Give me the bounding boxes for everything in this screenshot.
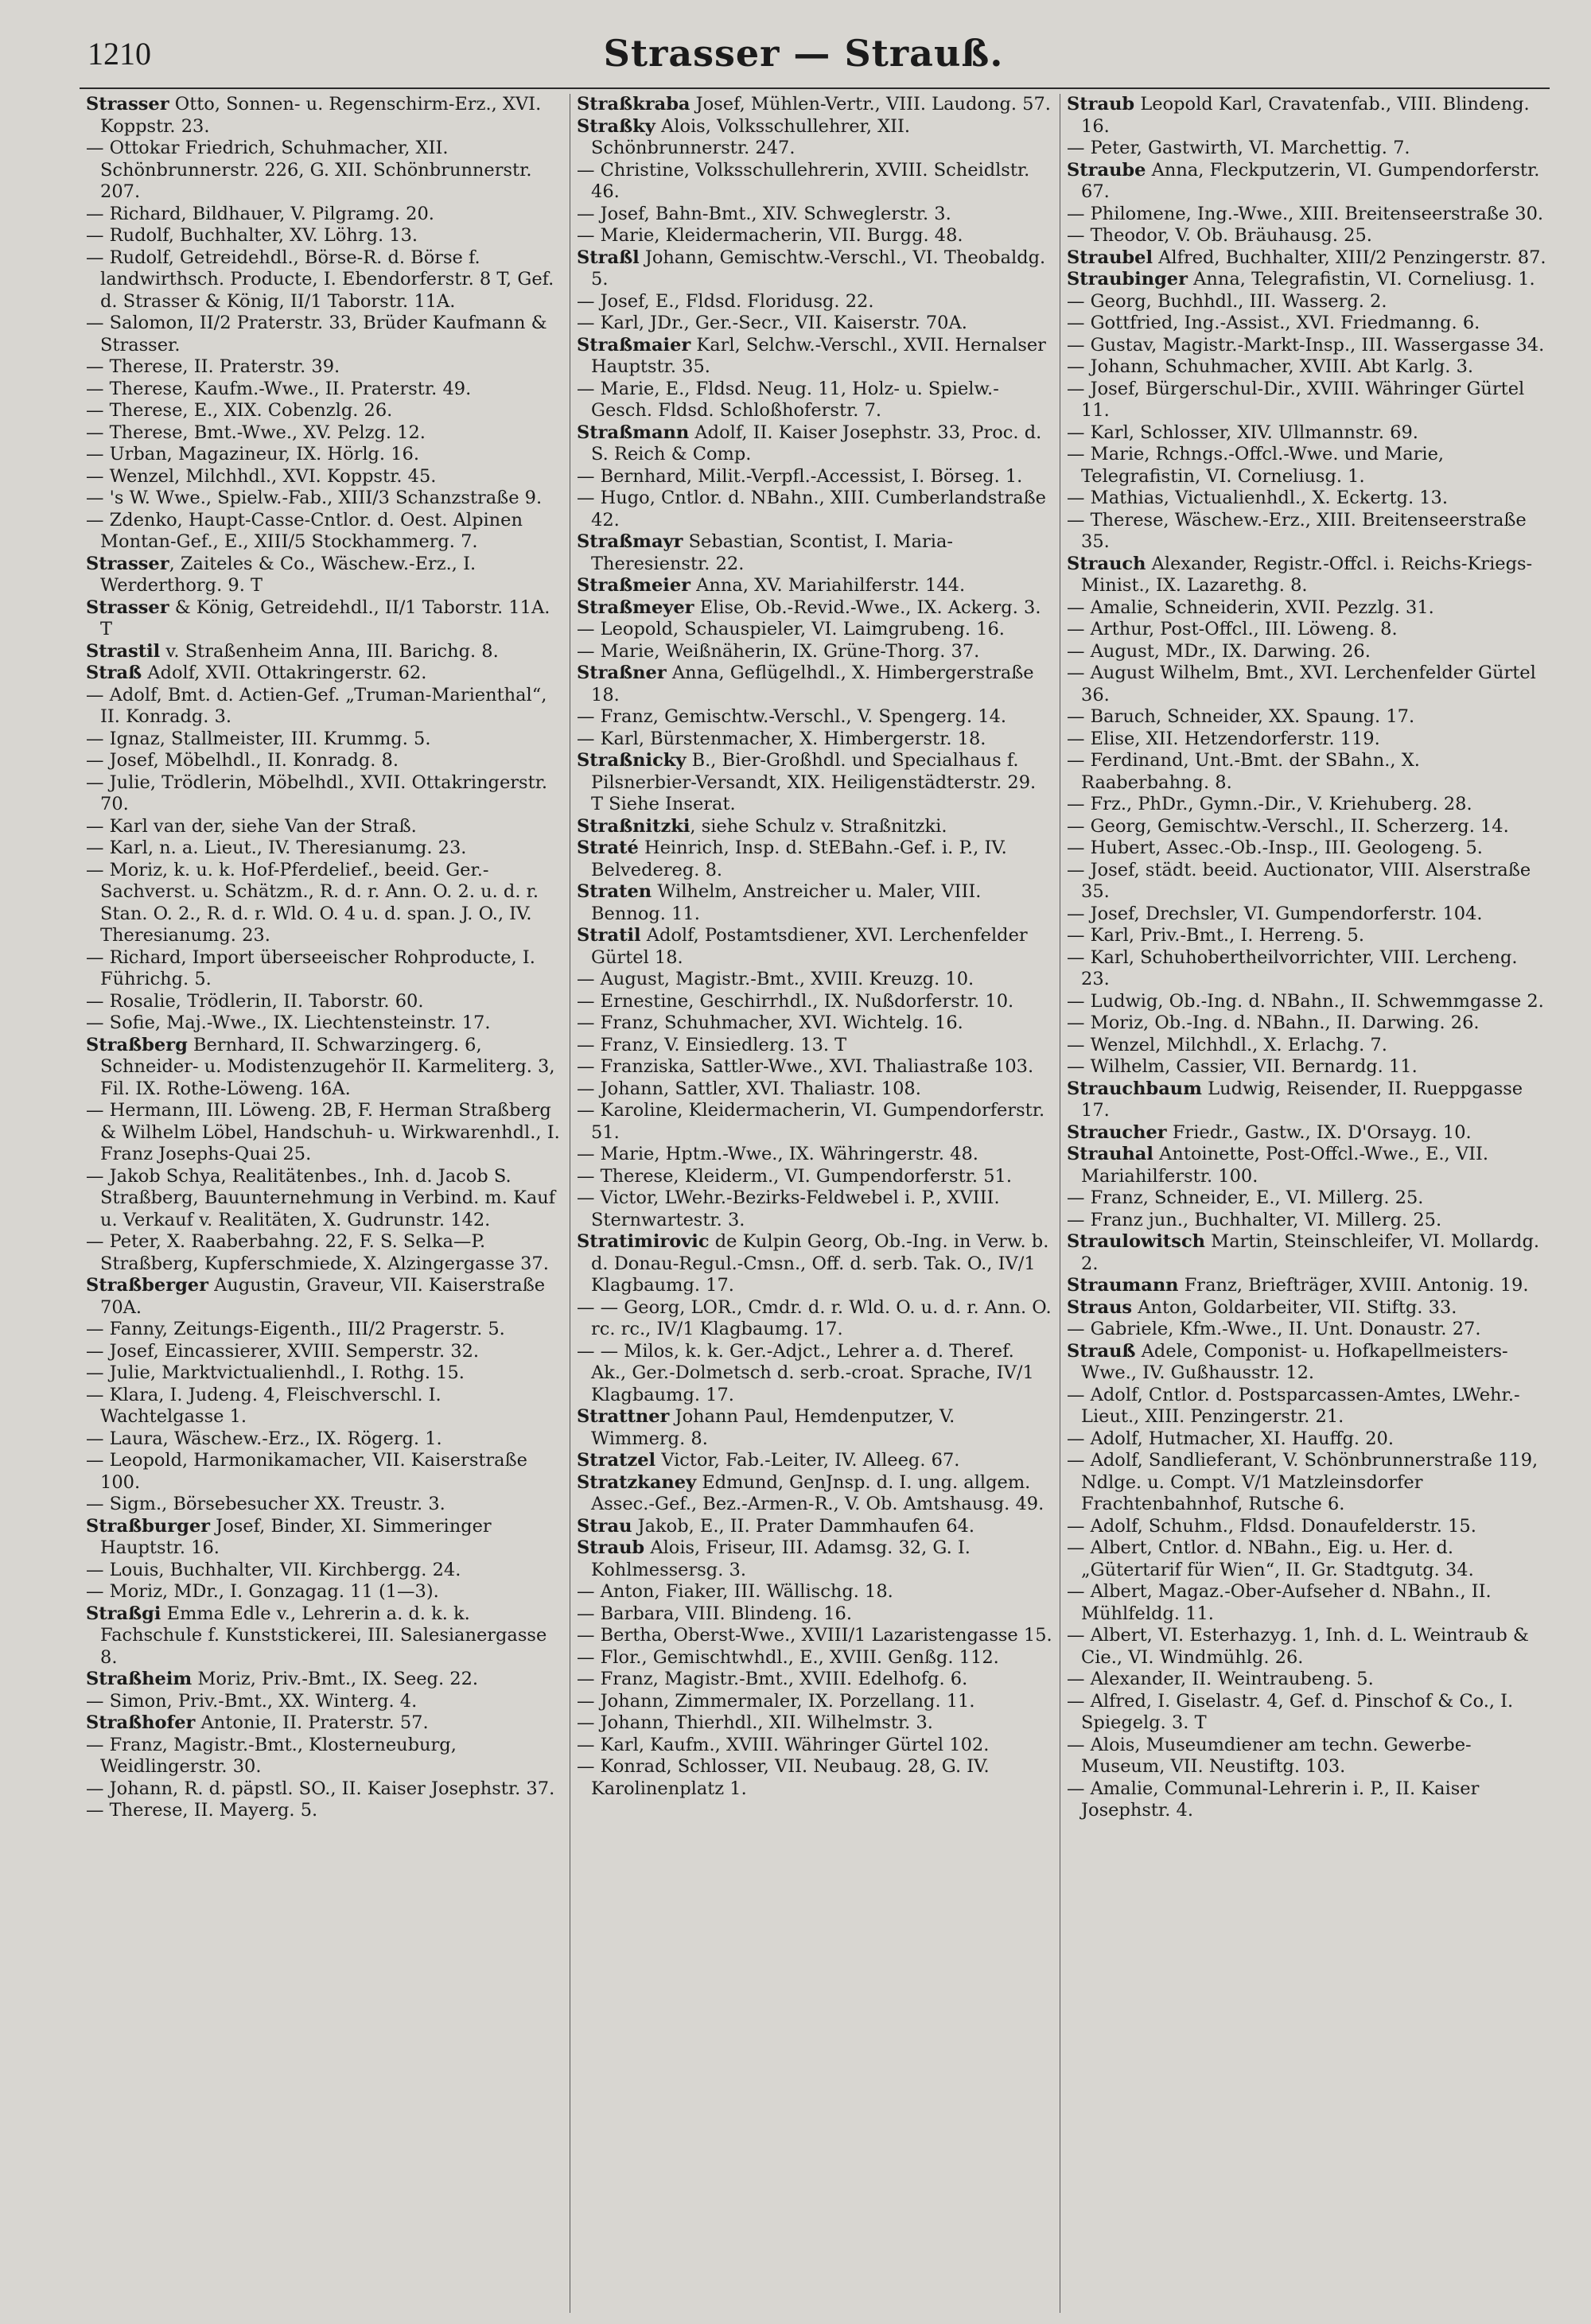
directory-entry: — Therese, II. Praterstr. 39. <box>86 356 340 377</box>
directory-entry: — Adolf, Schuhm., Fldsd. Donaufelderstr. 15. <box>1067 1515 1476 1537</box>
directory-entry: — Marie, Kleidermacherin, VII. Burgg. 48. <box>577 225 963 246</box>
directory-entry: Straßnitzki, siehe Schulz v. Straßnitzki. <box>577 815 947 837</box>
directory-entry: — Johann, Zimmermaler, IX. Porzellang. 11. <box>577 1690 975 1712</box>
directory-entry: — Moriz, k. u. k. Hof-Pferdelief., beeid. Ger.-Sachverst. u. Schätzm., R. d. r. Ann. O. 2. u. d. r. Stan. O. 2., R. d. r. Wld. O. 4 u. d. span. J. O., IV. Theresianumg. 23. <box>86 859 539 946</box>
directory-entry: — Karl, Schlosser, XIV. Ullmannstr. 69. <box>1067 422 1418 443</box>
directory-entry: Straub Alois, Friseur, III. Adamsg. 32, G. I. Kohlmessersg. 3. <box>577 1537 971 1580</box>
directory-entry: Straßl Johann, Gemischtw.-Verschl., VI. Theobaldg. 5. <box>577 247 1046 290</box>
directory-entry: — Mathias, Victualienhdl., X. Eckertg. 13. <box>1067 488 1449 508</box>
directory-entry: — Marie, Rchngs.-Offcl.-Wwe. und Marie, Telegrafistin, VI. Corneliusg. 1. <box>1067 444 1445 487</box>
directory-entry: — Karl, n. a. Lieut., IV. Theresianumg. 23. <box>86 837 467 858</box>
directory-entry: — Richard, Bildhauer, V. Pilgramg. 20. <box>86 203 434 224</box>
directory-entry: Stratzkaney Edmund, GenJnsp. d. I. ung. allgem. Assec.-Gef., Bez.-Armen-R., V. Ob. Amtshausg. 49. <box>577 1471 1044 1514</box>
directory-entry: — Therese, Wäschew.-Erz., XIII. Breitenseerstraße 35. <box>1067 509 1527 552</box>
directory-entry: — Amalie, Communal-Lehrerin i. P., II. Kaiser Josephstr. 4. <box>1067 1778 1480 1821</box>
directory-entry: — Marie, E., Fldsd. Neug. 11, Holz- u. Spielw.-Gesch. Fldsd. Schloßhoferstr. 7. <box>577 378 999 421</box>
directory-entry: — Therese, Kleiderm., VI. Gumpendorferstr. 51. <box>577 1165 1012 1187</box>
directory-entry: — Bertha, Oberst-Wwe., XVIII/1 Lazaristengasse 15. <box>577 1625 1052 1646</box>
directory-entry: — Moriz, Ob.-Ing. d. NBahn., II. Darwing. 26. <box>1067 1012 1480 1033</box>
directory-entry: — Jakob Schya, Realitätenbes., Inh. d. Jacob S. Straßberg, Bauunternehmung in Verbind. m. Kauf u. Verkauf v. Realitäten, X. Gudrunstr. 142. <box>86 1165 556 1230</box>
directory-entry: Stratzel Victor, Fab.-Leiter, IV. Alleeg. 67. <box>577 1450 960 1471</box>
columns <box>80 94 1553 2313</box>
directory-entry: — Leopold, Schauspieler, VI. Laimgrubeng. 16. <box>577 619 1005 639</box>
directory-entry: — Arthur, Post-Offcl., III. Löweng. 8. <box>1067 619 1398 639</box>
directory-entry: — Sofie, Maj.-Wwe., IX. Liechtensteinstr. 17. <box>86 1012 491 1033</box>
directory-entry: — — Georg, LOR., Cmdr. d. r. Wld. O. u. d. r. Ann. O. rc. rc., IV/1 Klagbaumg. 17. <box>577 1296 1052 1339</box>
directory-entry: Straßheim Moriz, Priv.-Bmt., IX. Seeg. 22. <box>86 1669 479 1689</box>
directory-entry: — Josef, Drechsler, VI. Gumpendorferstr. 104. <box>1067 903 1483 924</box>
directory-entry: — Ludwig, Ob.-Ing. d. NBahn., II. Schwemmgasse 2. <box>1067 990 1544 1012</box>
directory-entry: — Elise, XII. Hetzendorferstr. 119. <box>1067 728 1380 749</box>
directory-entry: — Leopold, Harmonikamacher, VII. Kaiserstraße 100. <box>86 1450 527 1493</box>
directory-entry: — Frz., PhDr., Gymn.-Dir., V. Kriehuberg. 28. <box>1067 794 1472 814</box>
directory-entry: Strauhal Antoinette, Post-Offcl.-Wwe., E., VII. Mariahilferstr. 100. <box>1067 1144 1489 1187</box>
directory-entry: — Alois, Museumdiener am techn. Gewerbe-Museum, VII. Neustiftg. 103. <box>1067 1734 1472 1777</box>
directory-entry: Straucher Friedr., Gastw., IX. D'Orsayg. 10. <box>1067 1121 1472 1143</box>
directory-entry: — Zdenko, Haupt-Casse-Cntlor. d. Oest. Alpinen Montan-Gef., E., XIII/5 Stockhammerg. 7. <box>86 509 523 552</box>
directory-entry: — Albert, Magaz.-Ober-Aufseher d. NBahn., II. Mühlfeldg. 11. <box>1067 1581 1492 1624</box>
directory-entry: — Rudolf, Buchhalter, XV. Löhrg. 13. <box>86 225 418 246</box>
page-header <box>56 24 1551 73</box>
directory-entry: — Wilhelm, Cassier, VII. Bernardg. 11. <box>1067 1056 1418 1077</box>
directory-entry: Straßmayr Sebastian, Scontist, I. Maria-Theresienstr. 22. <box>577 531 953 574</box>
directory-entry: Straßberger Augustin, Graveur, VII. Kaiserstraße 70A. <box>86 1275 546 1318</box>
directory-entry: — Therese, E., XIX. Cobenzlg. 26. <box>86 400 393 421</box>
directory-entry: Strauch Alexander, Registr.-Offcl. i. Reichs-Kriegs-Minist., IX. Lazarethg. 8. <box>1067 553 1533 596</box>
directory-entry: — Franz jun., Buchhalter, VI. Millerg. 25. <box>1067 1209 1442 1230</box>
directory-entry: — Gustav, Magistr.-Markt-Insp., III. Wassergasse 34. <box>1067 334 1545 356</box>
directory-entry: — Karoline, Kleidermacherin, VI. Gumpendorferstr. 51. <box>577 1100 1045 1143</box>
directory-entry: — Franz, Magistr.-Bmt., XVIII. Edelhofg. 6. <box>577 1669 968 1689</box>
directory-entry: — August, MDr., IX. Darwing. 26. <box>1067 640 1371 662</box>
directory-entry: — Albert, VI. Esterhazyg. 1, Inh. d. L. Weintraub & Cie., VI. Windmühlg. 26. <box>1067 1625 1529 1668</box>
directory-entry: — Gottfried, Ing.-Assist., XVI. Friedmanng. 6. <box>1067 313 1480 333</box>
directory-entry: — Karl, JDr., Ger.-Secr., VII. Kaiserstr. 70A. <box>577 313 967 333</box>
directory-entry: Strasser, Zaiteles & Co., Wäschew.-Erz., I. Werderthorg. 9. T <box>86 553 477 596</box>
directory-entry: — Franz, V. Einsiedlerg. 13. T <box>577 1034 847 1055</box>
directory-entry: — Flor., Gemischtwhdl., E., XVIII. Genßg. 112. <box>577 1646 999 1668</box>
directory-entry: — Karl van der, siehe Van der Straß. <box>86 815 417 837</box>
directory-entry: — Adolf, Bmt. d. Actien-Gef. „Truman-Marienthal“, II. Konradg. 3. <box>86 684 547 727</box>
directory-entry: — Franz, Schneider, E., VI. Millerg. 25. <box>1067 1187 1424 1208</box>
column-right <box>1060 94 1553 2313</box>
directory-entry: Straubinger Anna, Telegrafistin, VI. Corneliusg. 1. <box>1067 269 1535 290</box>
column-middle <box>570 94 1060 2313</box>
directory-entry: — Barbara, VIII. Blindeng. 16. <box>577 1603 852 1624</box>
directory-entry: Straßgi Emma Edle v., Lehrerin a. d. k. k. Fachschule f. Kunststickerei, III. Salesianergasse 8. <box>86 1603 547 1668</box>
directory-entry: Straub Leopold Karl, Cravatenfab., VIII. Blindeng. 16. <box>1067 94 1530 137</box>
directory-entry: Straubel Alfred, Buchhalter, XIII/2 Penzingerstr. 87. <box>1067 247 1546 268</box>
directory-entry: Stratil Adolf, Postamtsdiener, XVI. Lerchenfelder Gürtel 18. <box>577 925 1028 968</box>
directory-entry: — Therese, II. Mayerg. 5. <box>86 1800 318 1821</box>
directory-entry: — Rosalie, Trödlerin, II. Taborstr. 60. <box>86 990 424 1012</box>
directory-entry: Straus Anton, Goldarbeiter, VII. Stiftg. 33. <box>1067 1296 1457 1318</box>
directory-entry: — Marie, Weißnäherin, IX. Grüne-Thorg. 37. <box>577 640 980 662</box>
directory-entry: — Johann, Thierhdl., XII. Wilhelmstr. 3. <box>577 1712 933 1733</box>
directory-entry: Straßmaier Karl, Selchw.-Verschl., XVII. Hernalser Hauptstr. 35. <box>577 334 1046 377</box>
page-number: 1210 <box>88 36 151 72</box>
directory-entry: — Victor, LWehr.-Bezirks-Feldwebel i. P., XVIII. Sternwartestr. 3. <box>577 1187 1000 1230</box>
directory-entry: — Josef, E., Fldsd. Floridusg. 22. <box>577 290 874 312</box>
directory-entry: Straßberg Bernhard, II. Schwarzingerg. 6, Schneider- u. Modistenzugehör II. Karmeliterg. 3, Fil. IX. Rothe-Löweng. 16A. <box>86 1034 555 1099</box>
directory-entry: — Georg, Buchhdl., III. Wasserg. 2. <box>1067 290 1387 312</box>
directory-entry: — Franz, Schuhmacher, XVI. Wichtelg. 16. <box>577 1012 963 1033</box>
directory-entry: — Klara, I. Judeng. 4, Fleischverschl. I. Wachtelgasse 1. <box>86 1384 442 1427</box>
directory-entry: Straßner Anna, Geflügelhdl., X. Himbergerstraße 18. <box>577 663 1034 705</box>
directory-entry: — Gabriele, Kfm.-Wwe., II. Unt. Donaustr. 27. <box>1067 1319 1481 1339</box>
directory-entry: Straßky Alois, Volksschullehrer, XII. Schönbrunnerstr. 247. <box>577 115 911 158</box>
directory-entry: — August Wilhelm, Bmt., XVI. Lerchenfelder Gürtel 36. <box>1067 663 1536 705</box>
directory-entry: — Ignaz, Stallmeister, III. Krummg. 5. <box>86 728 431 749</box>
directory-entry: Strasser & König, Getreidehdl., II/1 Taborstr. 11A. T <box>86 597 550 639</box>
directory-entry: — Josef, Bahn-Bmt., XIV. Schweglerstr. 3. <box>577 203 951 224</box>
directory-entry: — Adolf, Sandlieferant, V. Schönbrunnerstraße 119, Ndlge. u. Compt. V/1 Matzleinsdorfer Frachtenbahnhof, Rutsche 6. <box>1067 1450 1538 1514</box>
directory-entry: — Sigm., Börsebesucher XX. Treustr. 3. <box>86 1494 445 1514</box>
directory-entry: — Ferdinand, Unt.-Bmt. der SBahn., X. Raaberbahng. 8. <box>1067 750 1420 793</box>
directory-entry: — Alfred, I. Giselastr. 4, Gef. d. Pinschof & Co., I. Spiegelg. 3. T <box>1067 1690 1514 1733</box>
directory-entry: Straßburger Josef, Binder, XI. Simmeringer Hauptstr. 16. <box>86 1515 492 1558</box>
directory-entry: — Anton, Fiaker, III. Wällischg. 18. <box>577 1581 893 1602</box>
directory-entry: — Moriz, MDr., I. Gonzagag. 11 (1—3). <box>86 1581 439 1602</box>
directory-entry: — Adolf, Cntlor. d. Postsparcassen-Amtes, LWehr.-Lieut., XIII. Penzingerstr. 21. <box>1067 1384 1520 1427</box>
directory-entry: — Theodor, V. Ob. Bräuhausg. 25. <box>1067 225 1372 246</box>
directory-entry: — Therese, Kaufm.-Wwe., II. Praterstr. 49. <box>86 378 472 399</box>
directory-entry: — Josef, Eincassierer, XVIII. Semperstr. 32. <box>86 1340 480 1362</box>
directory-entry: — Ottokar Friedrich, Schuhmacher, XII. Schönbrunnerstr. 226, G. XII. Schönbrunnerstr. 207. <box>86 138 532 202</box>
header-rule <box>80 87 1550 89</box>
directory-entry: — Laura, Wäschew.-Erz., IX. Rögerg. 1. <box>86 1428 442 1449</box>
directory-entry: — Marie, Hptm.-Wwe., IX. Währingerstr. 48. <box>577 1144 978 1164</box>
directory-entry: Straß Adolf, XVII. Ottakringerstr. 62. <box>86 663 427 683</box>
directory-entry: — Julie, Trödlerin, Möbelhdl., XVII. Ottakringerstr. 70. <box>86 771 548 814</box>
directory-entry: — Wenzel, Milchhdl., XVI. Koppstr. 45. <box>86 465 437 487</box>
directory-entry: — Fanny, Zeitungs-Eigenth., III/2 Pragerstr. 5. <box>86 1319 505 1339</box>
directory-entry: — Hubert, Assec.-Ob.-Insp., III. Geologeng. 5. <box>1067 837 1483 858</box>
directory-entry: — Ernestine, Geschirrhdl., IX. Nußdorferstr. 10. <box>577 990 1014 1012</box>
directory-entry: Straßkraba Josef, Mühlen-Vertr., VIII. Laudong. 57. <box>577 94 1051 115</box>
directory-entry: Straulowitsch Martin, Steinschleifer, VI. Mollardg. 2. <box>1067 1231 1540 1274</box>
directory-entry: — Johann, Schuhmacher, XVIII. Abt Karlg. 3. <box>1067 356 1474 377</box>
directory-entry: — Karl, Bürstenmacher, X. Himbergerstr. 18. <box>577 728 986 749</box>
directory-entry: — Josef, städt. beeid. Auctionator, VIII. Alserstraße 35. <box>1067 859 1531 902</box>
directory-entry: — Johann, R. d. päpstl. SO., II. Kaiser Josephstr. 37. <box>86 1778 555 1799</box>
directory-entry: Strauß Adele, Componist- u. Hofkapellmeisters-Wwe., IV. Gußhausstr. 12. <box>1067 1340 1508 1383</box>
directory-entry: — Rudolf, Getreidehdl., Börse-R. d. Börse f. landwirthsch. Producte, I. Ebendorferstr. 8 T, Gef. d. Strasser & König, II/1 Taborstr. 11A. <box>86 247 554 312</box>
directory-entry: — 's W. Wwe., Spielw.-Fab., XIII/3 Schanzstraße 9. <box>86 488 543 508</box>
directory-entry: — Alexander, II. Weintraubeng. 5. <box>1067 1669 1374 1689</box>
directory-entry: — Albert, Cntlor. d. NBahn., Eig. u. Her. d. „Gütertarif für Wien“, II. Gr. Stadtgutg. 34. <box>1067 1537 1474 1580</box>
directory-entry: — Urban, Magazineur, IX. Hörlg. 16. <box>86 444 420 464</box>
directory-entry: — Therese, Bmt.-Wwe., XV. Pelzg. 12. <box>86 422 426 443</box>
directory-entry: — Richard, Import überseeischer Rohproducte, I. Führichg. 5. <box>86 946 535 989</box>
directory-entry: — — Milos, k. k. Ger.-Adjct., Lehrer a. d. Theref. Ak., Ger.-Dolmetsch d. serb.-croat. Sprache, IV/1 Klagbaumg. 17. <box>577 1340 1034 1405</box>
directory-entry: — Hermann, III. Löweng. 2B, F. Herman Straßberg & Wilhelm Löbel, Handschuh- u. Wirkwarenhdl., I. Franz Josephs-Quai 25. <box>86 1100 560 1164</box>
directory-entry: — Julie, Marktvictualienhdl., I. Rothg. 15. <box>86 1362 465 1383</box>
page-title: Strasser — Strauß. <box>603 32 1004 75</box>
directory-entry: Straube Anna, Fleckputzerin, VI. Gumpendorferstr. 67. <box>1067 159 1540 202</box>
directory-entry: — Karl, Schuhobertheilvorrichter, VIII. Lercheng. 23. <box>1067 946 1518 989</box>
directory-entry: — Hugo, Cntlor. d. NBahn., XIII. Cumberlandstraße 42. <box>577 488 1046 530</box>
directory-entry: — Christine, Volksschullehrerin, XVIII. Scheidlstr. 46. <box>577 159 1030 202</box>
directory-entry: Straßmann Adolf, II. Kaiser Josephstr. 33, Proc. d. S. Reich & Comp. <box>577 422 1042 464</box>
directory-entry: Stratimirovic de Kulpin Georg, Ob.-Ing. in Verw. b. d. Donau-Regul.-Cmsn., Off. d. serb. Tak. O., IV/1 Klagbaumg. 17. <box>577 1231 1049 1296</box>
directory-entry: — Amalie, Schneiderin, XVII. Pezzlg. 31. <box>1067 597 1434 618</box>
directory-entry: — Salomon, II/2 Praterstr. 33, Brüder Kaufmann & Strasser. <box>86 313 547 356</box>
directory-entry: — Johann, Sattler, XVI. Thaliastr. 108. <box>577 1078 921 1099</box>
directory-entry: — Simon, Priv.-Bmt., XX. Winterg. 4. <box>86 1690 418 1712</box>
directory-entry: — Bernhard, Milit.-Verpfl.-Accessist, I. Börseg. 1. <box>577 465 1023 487</box>
directory-entry: — Wenzel, Milchhdl., X. Erlachg. 7. <box>1067 1034 1387 1055</box>
directory-entry: Straßhofer Antonie, II. Praterstr. 57. <box>86 1712 429 1733</box>
column-left <box>80 94 570 2313</box>
directory-entry: — Georg, Gemischtw.-Verschl., II. Scherzerg. 14. <box>1067 815 1509 837</box>
directory-entry: Strau Jakob, E., II. Prater Dammhaufen 64. <box>577 1515 975 1537</box>
directory-entry: Straten Wilhelm, Anstreicher u. Maler, VIII. Bennog. 11. <box>577 881 982 924</box>
directory-entry: — August, Magistr.-Bmt., XVIII. Kreuzg. 10. <box>577 969 974 989</box>
directory-entry: Strasser Otto, Sonnen- u. Regenschirm-Erz., XVI. Koppstr. 23. <box>86 94 542 137</box>
directory-entry: Strauchbaum Ludwig, Reisender, II. Rueppgasse 17. <box>1067 1078 1523 1121</box>
directory-entry: Straumann Franz, Briefträger, XVIII. Antonig. 19. <box>1067 1275 1529 1296</box>
directory-entry: Straté Heinrich, Insp. d. StEBahn.-Gef. i. P., IV. Belvedereg. 8. <box>577 837 1007 880</box>
directory-entry: — Philomene, Ing.-Wwe., XIII. Breitenseerstraße 30. <box>1067 203 1544 224</box>
directory-entry: — Karl, Kaufm., XVIII. Währinger Gürtel 102. <box>577 1734 990 1755</box>
directory-entry: — Josef, Möbelhdl., II. Konradg. 8. <box>86 750 399 771</box>
directory-entry: Straßnicky B., Bier-Großhdl. und Specialhaus f. Pilsnerbier-Versandt, XIX. Heiligenstädterstr. 29. T Siehe Inserat. <box>577 750 1037 814</box>
directory-entry: Straßmeyer Elise, Ob.-Revid.-Wwe., IX. Ackerg. 3. <box>577 597 1041 618</box>
directory-entry: — Peter, Gastwirth, VI. Marchettig. 7. <box>1067 138 1410 158</box>
directory-entry: Straßmeier Anna, XV. Mariahilferstr. 144. <box>577 575 966 596</box>
directory-entry: Strattner Johann Paul, Hemdenputzer, V. Wimmerg. 8. <box>577 1406 955 1449</box>
directory-entry: — Konrad, Schlosser, VII. Neubaug. 28, G. IV. Karolinenplatz 1. <box>577 1756 990 1799</box>
directory-entry: — Karl, Priv.-Bmt., I. Herreng. 5. <box>1067 925 1365 946</box>
directory-entry: — Adolf, Hutmacher, XI. Hauffg. 20. <box>1067 1428 1394 1449</box>
directory-entry: — Josef, Bürgerschul-Dir., XVIII. Währinger Gürtel 11. <box>1067 378 1525 421</box>
directory-entry: — Baruch, Schneider, XX. Spaung. 17. <box>1067 706 1415 727</box>
directory-entry: — Peter, X. Raaberbahng. 22, F. S. Selka—P. Straßberg, Kupferschmiede, X. Alzingergasse 37. <box>86 1231 549 1274</box>
directory-entry: Strastil v. Straßenheim Anna, III. Barichg. 8. <box>86 640 499 662</box>
directory-entry: — Franziska, Sattler-Wwe., XVI. Thaliastraße 103. <box>577 1056 1034 1077</box>
directory-entry: — Louis, Buchhalter, VII. Kirchbergg. 24. <box>86 1559 461 1580</box>
directory-entry: — Franz, Magistr.-Bmt., Klosterneuburg, Weidlingerstr. 30. <box>86 1734 457 1777</box>
directory-entry: — Franz, Gemischtw.-Verschl., V. Spengerg. 14. <box>577 706 1007 727</box>
